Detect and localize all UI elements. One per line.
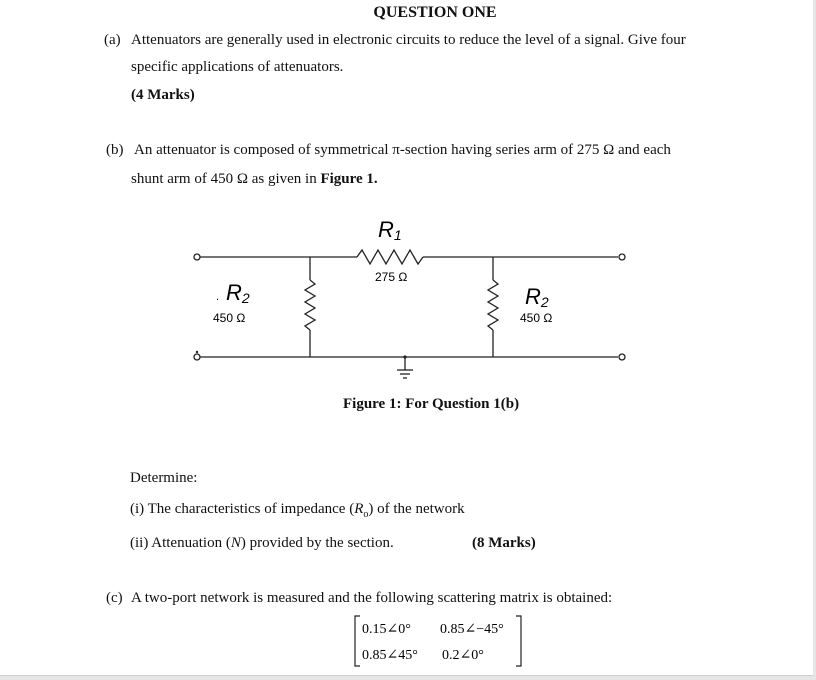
part-a-line2: specific applications of attenuators. (131, 59, 344, 75)
matrix-r2c1: 0.85∠45° (362, 648, 418, 663)
resistor-r2-left (305, 280, 315, 330)
item-2-symbol: N (230, 535, 241, 551)
part-a-label: (a) (104, 32, 121, 48)
part-b-line1: An attenuator is composed of symmetrical π-section having series arm of 275 Ω and each (134, 142, 671, 158)
item-2-suffix: ) provided by the section. (240, 535, 394, 551)
page-bottom-edge (0, 675, 816, 680)
item-2-prefix: (ii) Attenuation ( (130, 535, 231, 551)
r1-value: 275 Ω (375, 270, 408, 284)
figure-reference: Figure 1. (320, 171, 378, 187)
terminal-bottom-left (194, 354, 200, 360)
item-1-subscript: o (363, 509, 369, 520)
part-c-line1: A two-port network is measured and the following scattering matrix is obtained: (131, 590, 613, 606)
determine-item-1 (130, 501, 465, 520)
item-1-symbol: R (354, 501, 364, 517)
terminal-bottom-right (619, 354, 625, 360)
r2-right-label: R2 (525, 284, 549, 310)
resistor-r2-right (488, 280, 498, 330)
r2-left-label: R2 (226, 280, 250, 306)
terminal-top-right (619, 254, 625, 260)
r2-right-value: 450 Ω (520, 311, 553, 325)
part-b-marks: (8 Marks) (472, 535, 536, 551)
scattering-matrix (352, 614, 527, 668)
part-b-line2-text: shunt arm of 450 Ω as given in (131, 171, 321, 187)
matrix-r1c1: 0.15∠0° (362, 622, 411, 637)
matrix-r1c2: 0.85∠−45° (440, 622, 504, 637)
question-title: QUESTION ONE (373, 4, 497, 21)
r1-label: R1 (378, 217, 402, 243)
part-b-line2 (131, 171, 378, 188)
determine-label: Determine: (130, 470, 198, 486)
part-a-marks: (4 Marks) (131, 87, 195, 103)
matrix-left-bracket (355, 616, 360, 666)
figure-1-circuit (180, 212, 650, 387)
r2-left-value: 450 Ω (213, 311, 246, 325)
matrix-r2c2: 0.2∠0° (442, 648, 484, 663)
part-c-label: (c) (106, 590, 123, 606)
determine-item-2 (130, 535, 394, 552)
figure-caption: Figure 1: For Question 1(b) (343, 396, 520, 412)
part-b-label: (b) (106, 142, 124, 158)
svg-text:.: . (216, 291, 220, 303)
terminal-top-left (194, 254, 200, 260)
item-1-suffix: ) of the network (368, 501, 465, 517)
item-1-prefix: (i) The characteristics of impedance ( (130, 501, 355, 517)
resistor-r1 (357, 250, 423, 264)
part-a-line1: Attenuators are generally used in electronic circuits to reduce the level of a signal. Give four (131, 32, 686, 48)
matrix-right-bracket (516, 616, 521, 666)
